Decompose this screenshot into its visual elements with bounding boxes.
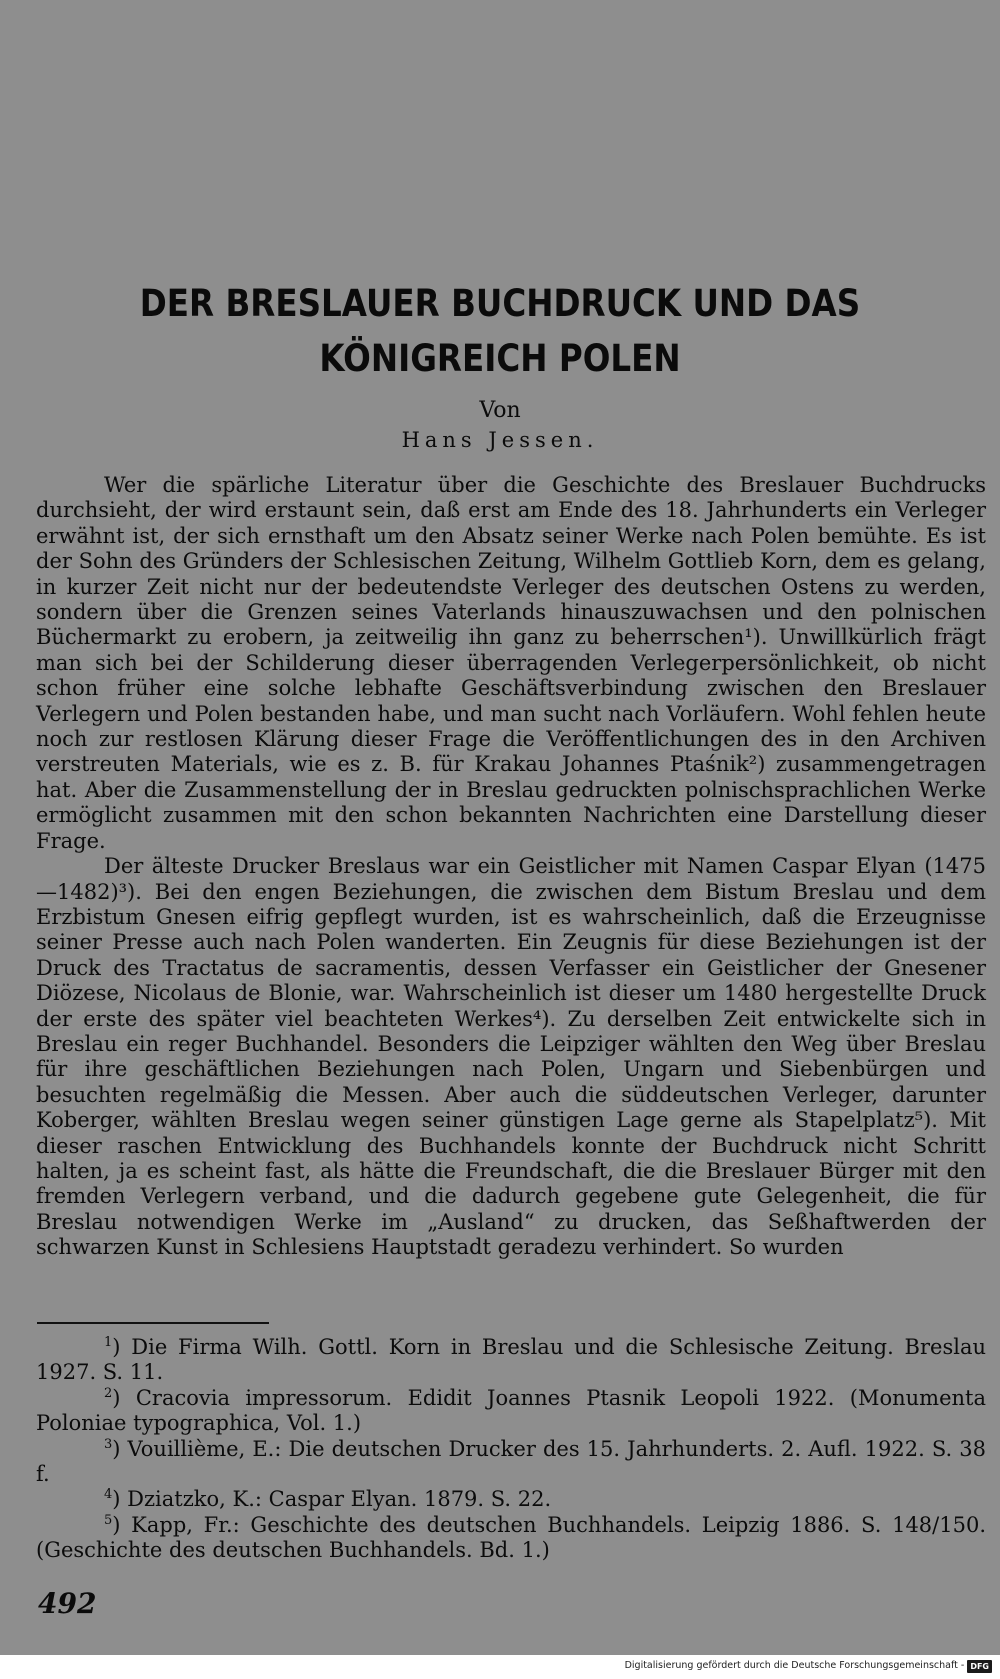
page-number: 492 [38, 1587, 97, 1620]
body-paragraph-2: Der älteste Drucker Breslaus war ein Geistlicher mit Namen Caspar Elyan (1475—1482)³). Bei den engen Beziehungen, die zwischen dem Bistum Breslau und dem Erzbistum Gnesen eifrig gepflegt wurden, ist es wahrscheinlich, daß die Erzeugnisse seiner Presse auch nach Polen wanderten. Ein Zeugnis für diese Beziehungen ist der Druck des Tractatus de sacramentis, dessen Verfasser ein Geistlicher der Gnesener Diözese, Nicolaus de Blonie, war. Wahrscheinlich ist dieser um 1480 hergestellte Druck der erste des später viel beachteten Werkes⁴). Zu derselben Zeit entwickelte sich in Breslau ein reger Buchhandel. Besonders die Leipziger wählten den Weg über Breslau für ihre geschäftlichen Beziehungen nach Polen, Ungarn und Siebenbürgen und besuchten regelmäßig die Messen. Aber auch die süddeutschen Verleger, darunter Koberger, wählten Breslau wegen seiner günstigen Lage gerne als Stapelplatz⁵). Mit dieser raschen Entwicklung des Buchhandels konnte der Buchdruck nicht Schritt halten, ja es scheint fast, als hätte die Freundschaft, die die Breslauer Bürger mit den fremden Verlegern verband, und die dadurch gegebene gute Gelegenheit, die für Breslau notwendigen Werke im „Ausland“ zu drucken, das Seßhaftwerden der schwarzen Kunst in Schlesiens Hauptstadt geradezu verhindert. So wurden [36, 854, 986, 1260]
footnote-2 [36, 1386, 986, 1437]
footnote-3 [36, 1437, 986, 1488]
footnote-marker: 2 [104, 1385, 113, 1401]
footnotes [36, 1335, 986, 1564]
footnote-4 [36, 1487, 986, 1512]
dfg-logo-icon[interactable]: DFG [967, 1660, 992, 1673]
footnote-1 [36, 1335, 986, 1386]
article-body [36, 473, 986, 1261]
credit-text: Digitalisierung gefördert durch die Deutsche Forschungsgemeinschaft - [624, 1660, 965, 1671]
digitization-credit [625, 1659, 992, 1673]
footnote-text: ) Cracovia impressorum. Edidit Joannes Ptasnik Leopoli 1922. (Monumenta Poloniae typographica, Vol. 1.) [36, 1385, 986, 1436]
footnote-marker: 4 [104, 1487, 113, 1503]
footnote-text: ) Dziatzko, K.: Caspar Elyan. 1879. S. 22. [112, 1487, 552, 1512]
footnote-divider [37, 1322, 269, 1324]
body-paragraph-1: Wer die spärliche Literatur über die Geschichte des Breslauer Buchdrucks durchsieht, der wird erstaunt sein, daß erst am Ende des 18. Jahrhunderts ein Verleger erwähnt ist, der sich ernsthaft um den Absatz seiner Werke nach Polen bemühte. Es ist der Sohn des Gründers der Schlesischen Zeitung, Wilhelm Gottlieb Korn, dem es gelang, in kurzer Zeit nicht nur der bedeutendste Verleger des deutschen Ostens zu werden, sondern über die Grenzen seines Vaterlands hinauszuwachsen und den polnischen Büchermarkt zu erobern, ja zeitweilig ihn ganz zu beherrschen¹). Unwillkürlich frägt man sich bei der Schilderung dieser überragenden Verlegerpersönlichkeit, ob nicht schon früher eine solche lebhafte Geschäftsverbindung zwischen den Breslauer Verlegern und Polen bestanden habe, und man sucht nach Vorläufern. Wohl fehlen heute noch zur restlosen Klärung dieser Frage die Veröffentlichungen des in den Archiven verstreuten Materials, wie es z. B. für Krakau Johannes Ptaśnik²) zusammengetragen hat. Aber die Zusammenstellung der in Breslau gedruckten polnischsprachlichen Werke ermöglicht zusammen mit den schon bekannten Nachrichten eine Darstellung dieser Frage. [36, 473, 986, 853]
footnote-marker: 5 [104, 1512, 113, 1528]
footnote-marker: 1 [104, 1335, 113, 1350]
author-name: Hans Jessen. [401, 428, 599, 452]
footnote-text: ) Die Firma Wilh. Gottl. Korn in Breslau und die Schlesische Zeitung. Breslau 1927. S. 11. [36, 1335, 986, 1385]
footnote-text: ) Vouillième, E.: Die deutschen Drucker des 15. Jahrhunderts. 2. Aufl. 1922. S. 38 f. [36, 1436, 986, 1487]
article-title-line-2: KÖNIGREICH POLEN [319, 337, 681, 380]
byline-von: Von [479, 398, 521, 423]
article-title-line-1: DER BRESLAUER BUCHDRUCK UND DAS [139, 282, 861, 325]
footnote-marker: 3 [104, 1436, 113, 1452]
footnote-text: ) Kapp, Fr.: Geschichte des deutschen Buchhandels. Leipzig 1886. S. 148/150. (Geschichte des deutschen Buchhandels. Bd. 1.) [36, 1512, 986, 1563]
footnote-5 [36, 1513, 986, 1564]
